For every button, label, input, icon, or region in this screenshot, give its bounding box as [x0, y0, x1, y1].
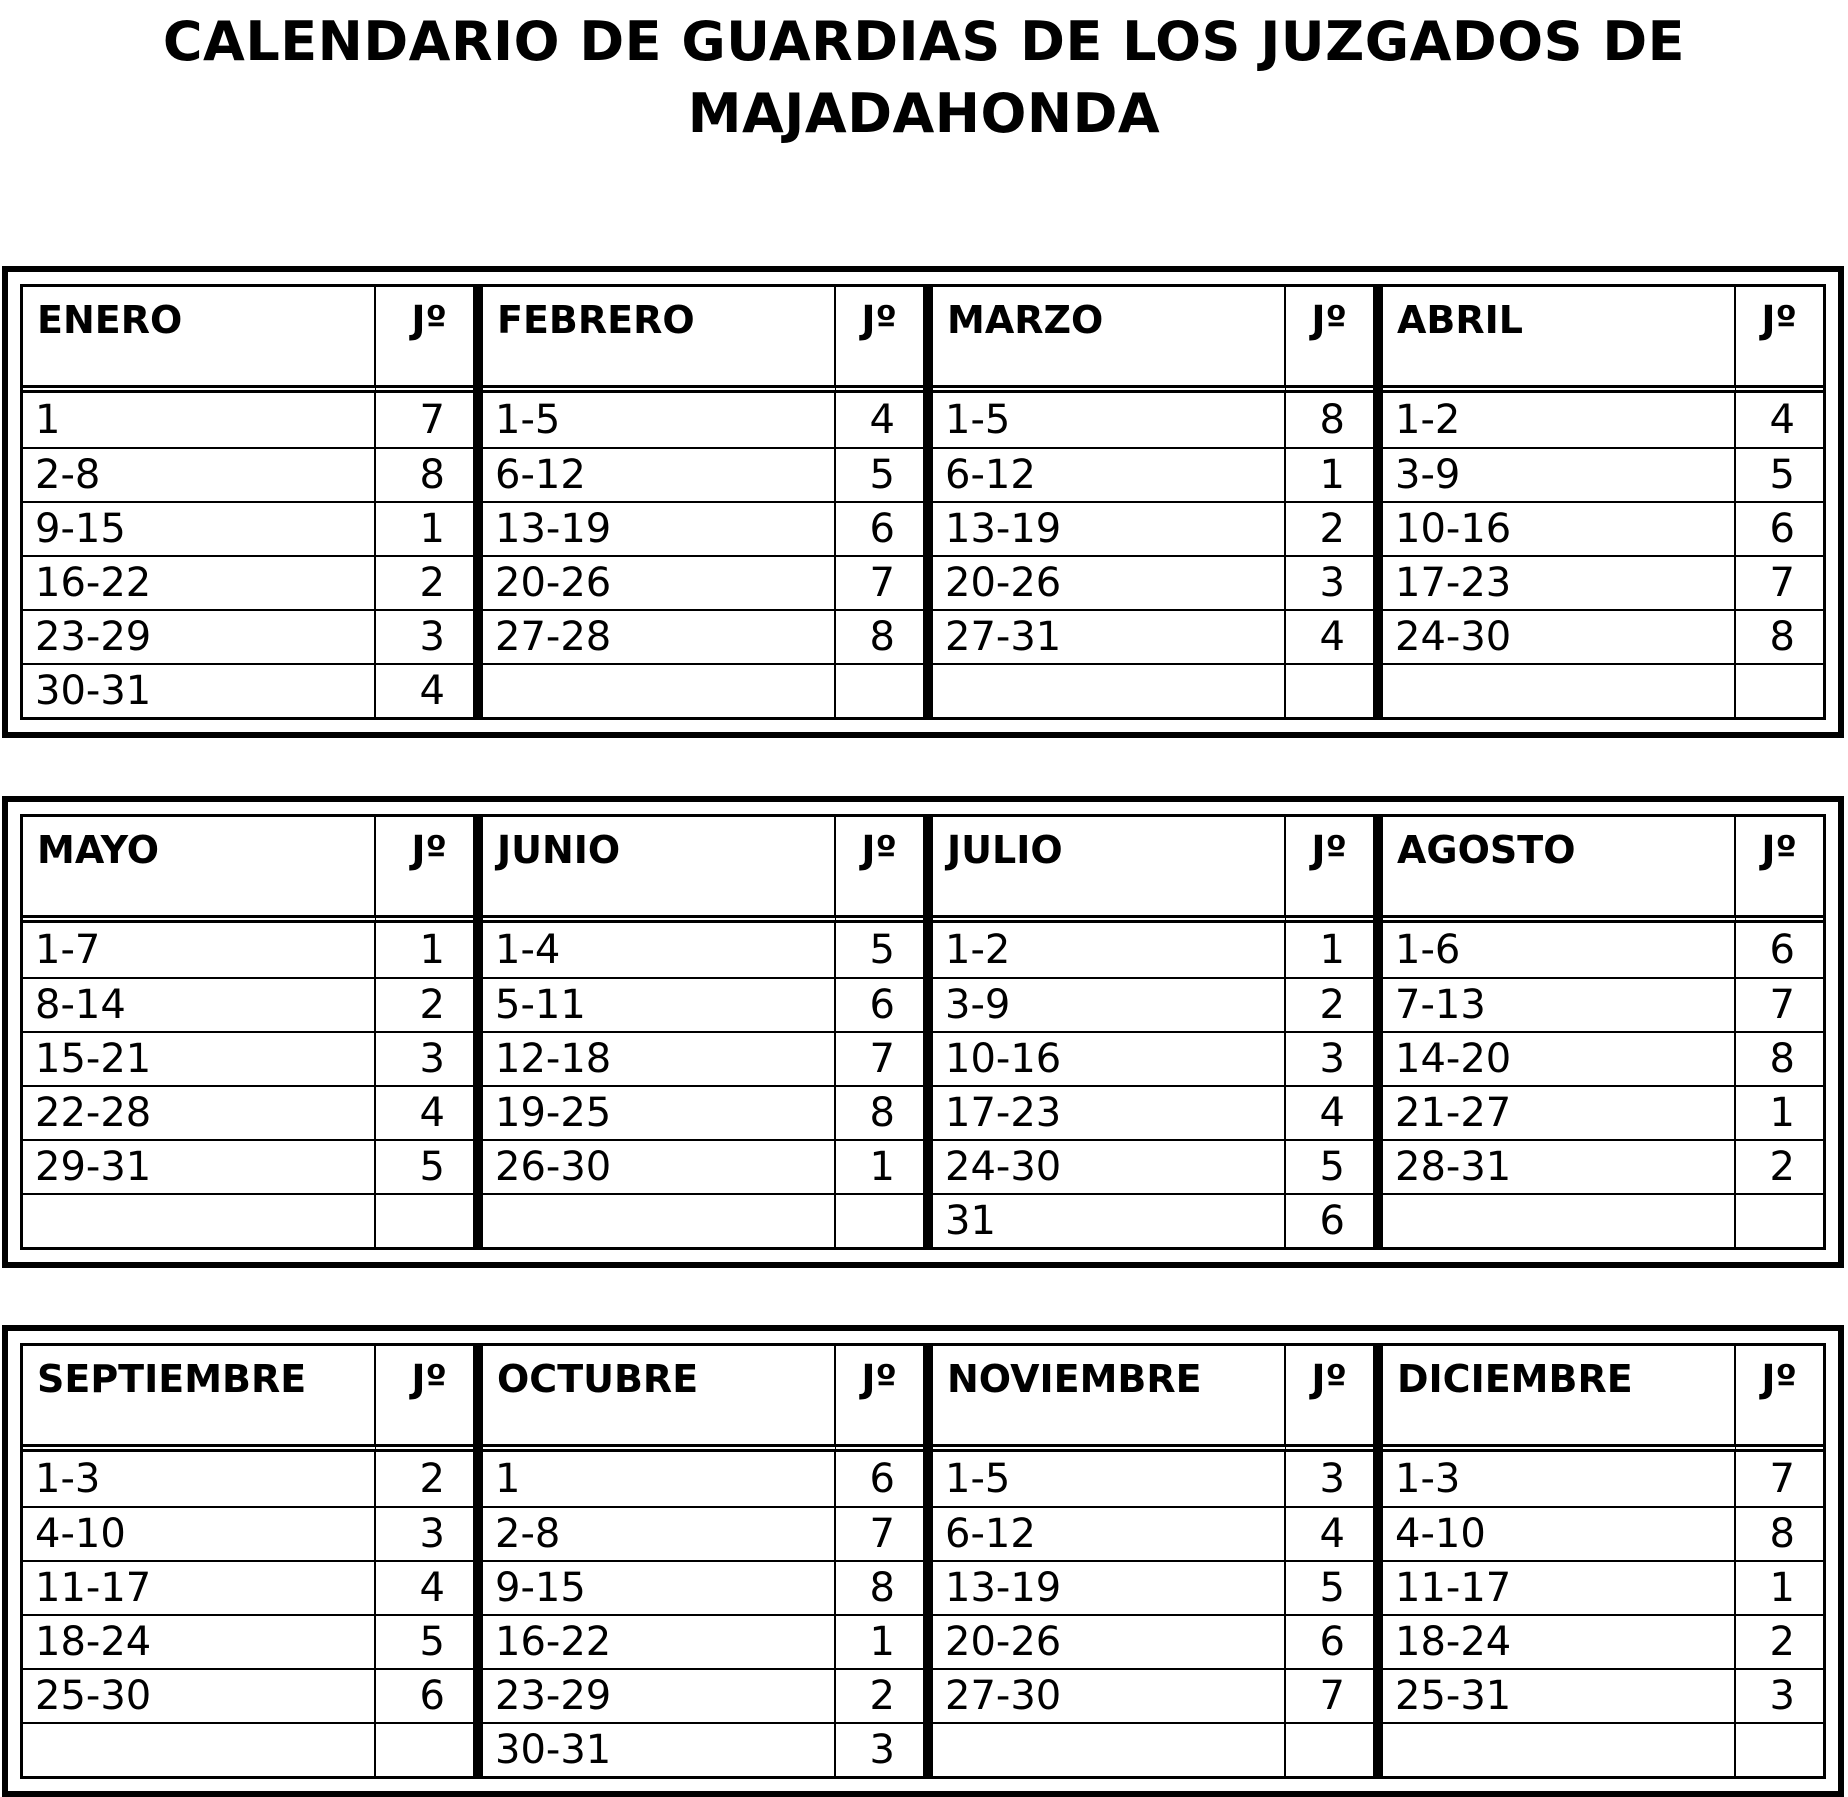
court-number-cell: 1 — [836, 1614, 923, 1668]
court-number-cell — [1286, 1722, 1373, 1776]
month-name: SEPTIEMBRE — [23, 1346, 376, 1452]
court-number-cell: 1 — [1736, 1085, 1823, 1139]
date-range-cell: 18-24 — [23, 1614, 376, 1668]
month-block — [473, 287, 923, 717]
month-name: FEBRERO — [483, 287, 836, 393]
quarter-table-2 — [2, 796, 1844, 1268]
date-range-cell: 3-9 — [1383, 447, 1736, 501]
court-number-cell: 6 — [1736, 501, 1823, 555]
date-range-cell: 27-28 — [483, 609, 836, 663]
court-number-cell: 3 — [376, 1506, 473, 1560]
date-range-cell: 30-31 — [483, 1722, 836, 1776]
date-range-cell: 11-17 — [23, 1560, 376, 1614]
month-block — [23, 817, 473, 1247]
date-range-cell: 1-3 — [1383, 1452, 1736, 1506]
date-range-cell: 1 — [23, 393, 376, 447]
court-number-cell: 5 — [1736, 447, 1823, 501]
date-range-cell: 30-31 — [23, 663, 376, 717]
date-range-cell: 15-21 — [23, 1031, 376, 1085]
court-column-header: Jº — [1286, 817, 1373, 923]
court-number-cell: 4 — [376, 1560, 473, 1614]
quarter-grid — [20, 284, 1826, 720]
court-number-cell: 4 — [1286, 1506, 1373, 1560]
date-range-cell: 13-19 — [483, 501, 836, 555]
court-column-header: Jº — [836, 287, 923, 393]
court-number-cell: 6 — [869, 1456, 895, 1502]
date-range-cell: 24-30 — [933, 1139, 1286, 1193]
quarter-table-1 — [2, 266, 1844, 738]
date-range-cell: 13-19 — [933, 1560, 1286, 1614]
court-number-cell: 3 — [1286, 555, 1373, 609]
date-range-cell: 5-11 — [483, 977, 836, 1031]
page-title — [0, 6, 1848, 150]
date-range-cell: 4-10 — [23, 1506, 376, 1560]
date-range-cell: 10-16 — [933, 1031, 1286, 1085]
court-number-cell — [376, 1722, 473, 1776]
date-range-cell: 23-29 — [483, 1668, 836, 1722]
date-range-cell: 6-12 — [483, 447, 836, 501]
date-range-cell: 1-2 — [1383, 393, 1736, 447]
court-number-cell: 5 — [836, 447, 923, 501]
date-range-cell: 27-30 — [933, 1668, 1286, 1722]
court-number-cell: 6 — [836, 501, 923, 555]
court-number-cell: 3 — [1286, 1031, 1373, 1085]
date-range-cell: 16-22 — [23, 555, 376, 609]
court-number-cell: 5 — [869, 927, 895, 973]
court-number-cell: 8 — [836, 609, 923, 663]
date-range-cell: 4-10 — [1383, 1506, 1736, 1560]
title-line-2: MAJADAHONDA — [687, 82, 1161, 145]
court-column-header: Jº — [1286, 1346, 1373, 1452]
date-range-cell: 2-8 — [23, 447, 376, 501]
court-number-cell — [1736, 1193, 1823, 1247]
month-block — [1373, 817, 1823, 1247]
date-range-cell: 29-31 — [23, 1139, 376, 1193]
court-number-cell: 8 — [1319, 397, 1345, 443]
date-range-cell: 26-30 — [483, 1139, 836, 1193]
court-number-cell: 4 — [1769, 397, 1795, 443]
date-range-cell: 14-20 — [1383, 1031, 1736, 1085]
date-range-cell — [23, 1722, 376, 1776]
court-number-cell: 3 — [376, 1031, 473, 1085]
court-number-cell: 6 — [836, 977, 923, 1031]
court-column-header: Jº — [1736, 1346, 1823, 1452]
court-column-header: Jº — [1736, 817, 1823, 923]
date-range-cell: 23-29 — [23, 609, 376, 663]
date-range-cell: 2-8 — [483, 1506, 836, 1560]
court-number-cell: 3 — [836, 1722, 923, 1776]
date-range-cell: 9-15 — [483, 1560, 836, 1614]
month-block — [923, 287, 1373, 717]
month-block — [23, 1346, 473, 1776]
date-range-cell — [483, 1193, 836, 1247]
date-range-cell — [933, 663, 1286, 717]
court-number-cell: 8 — [836, 1085, 923, 1139]
court-number-cell: 2 — [1736, 1139, 1823, 1193]
date-range-cell: 20-26 — [933, 555, 1286, 609]
court-number-cell: 7 — [1286, 1668, 1373, 1722]
court-number-cell: 8 — [376, 447, 473, 501]
month-name: OCTUBRE — [483, 1346, 836, 1452]
court-number-cell: 1 — [836, 1139, 923, 1193]
date-range-cell: 1 — [483, 1452, 836, 1506]
court-number-cell: 7 — [419, 397, 445, 443]
date-range-cell: 1-4 — [483, 923, 836, 977]
court-number-cell: 2 — [836, 1668, 923, 1722]
court-number-cell: 1 — [376, 501, 473, 555]
month-block — [923, 1346, 1373, 1776]
date-range-cell — [1383, 1722, 1736, 1776]
date-range-cell: 1-3 — [23, 1452, 376, 1506]
court-number-cell — [836, 1193, 923, 1247]
date-range-cell: 17-23 — [933, 1085, 1286, 1139]
court-number-cell: 8 — [836, 1560, 923, 1614]
month-block — [923, 817, 1373, 1247]
court-number-cell: 5 — [376, 1614, 473, 1668]
court-number-cell: 8 — [1736, 1031, 1823, 1085]
court-number-cell: 4 — [376, 663, 473, 717]
date-range-cell: 10-16 — [1383, 501, 1736, 555]
month-name: AGOSTO — [1383, 817, 1736, 923]
court-number-cell: 3 — [376, 609, 473, 663]
date-range-cell: 6-12 — [933, 447, 1286, 501]
court-number-cell: 2 — [419, 1456, 445, 1502]
date-range-cell: 7-13 — [1383, 977, 1736, 1031]
date-range-cell: 28-31 — [1383, 1139, 1736, 1193]
date-range-cell: 1-5 — [933, 1452, 1286, 1506]
date-range-cell: 1-7 — [23, 923, 376, 977]
quarter-grid — [20, 1343, 1826, 1779]
date-range-cell: 18-24 — [1383, 1614, 1736, 1668]
court-number-cell: 3 — [1736, 1668, 1823, 1722]
court-number-cell: 5 — [376, 1139, 473, 1193]
date-range-cell: 17-23 — [1383, 555, 1736, 609]
court-number-cell: 4 — [869, 397, 895, 443]
month-block — [23, 287, 473, 717]
date-range-cell — [23, 1193, 376, 1247]
date-range-cell — [1383, 1193, 1736, 1247]
date-range-cell: 25-31 — [1383, 1668, 1736, 1722]
date-range-cell: 11-17 — [1383, 1560, 1736, 1614]
title-line-1: CALENDARIO DE GUARDIAS DE LOS JUZGADOS DE — [162, 10, 1686, 73]
court-number-cell: 1 — [1319, 927, 1345, 973]
court-number-cell: 1 — [1286, 447, 1373, 501]
court-number-cell: 7 — [1769, 1456, 1795, 1502]
month-name: JULIO — [933, 817, 1286, 923]
month-name: ENERO — [23, 287, 376, 393]
month-name: JUNIO — [483, 817, 836, 923]
court-number-cell: 3 — [1319, 1456, 1345, 1502]
court-column-header: Jº — [376, 817, 473, 923]
court-number-cell: 4 — [1286, 1085, 1373, 1139]
date-range-cell: 25-30 — [23, 1668, 376, 1722]
date-range-cell — [933, 1722, 1286, 1776]
court-number-cell: 2 — [1286, 501, 1373, 555]
date-range-cell: 6-12 — [933, 1506, 1286, 1560]
court-number-cell: 2 — [376, 977, 473, 1031]
court-number-cell: 7 — [1736, 977, 1823, 1031]
court-number-cell — [1736, 663, 1823, 717]
court-number-cell: 6 — [376, 1668, 473, 1722]
date-range-cell: 21-27 — [1383, 1085, 1736, 1139]
date-range-cell: 9-15 — [23, 501, 376, 555]
date-range-cell: 31 — [933, 1193, 1286, 1247]
court-number-cell: 7 — [1736, 555, 1823, 609]
month-name: MARZO — [933, 287, 1286, 393]
date-range-cell: 27-31 — [933, 609, 1286, 663]
court-number-cell: 5 — [1286, 1560, 1373, 1614]
date-range-cell — [1383, 663, 1736, 717]
month-name: MAYO — [23, 817, 376, 923]
court-column-header: Jº — [376, 287, 473, 393]
court-column-header: Jº — [836, 817, 923, 923]
date-range-cell: 20-26 — [933, 1614, 1286, 1668]
court-number-cell — [836, 663, 923, 717]
court-number-cell: 7 — [836, 1031, 923, 1085]
date-range-cell: 1-5 — [483, 393, 836, 447]
month-block — [1373, 287, 1823, 717]
court-number-cell — [1286, 663, 1373, 717]
court-number-cell — [376, 1193, 473, 1247]
court-number-cell: 1 — [1736, 1560, 1823, 1614]
court-column-header: Jº — [1736, 287, 1823, 393]
court-number-cell: 6 — [1769, 927, 1795, 973]
quarter-grid — [20, 814, 1826, 1250]
date-range-cell: 12-18 — [483, 1031, 836, 1085]
date-range-cell — [483, 663, 836, 717]
court-column-header: Jº — [1286, 287, 1373, 393]
date-range-cell: 13-19 — [933, 501, 1286, 555]
court-number-cell: 6 — [1286, 1193, 1373, 1247]
date-range-cell: 1-2 — [933, 923, 1286, 977]
month-name: DICIEMBRE — [1383, 1346, 1736, 1452]
court-number-cell: 2 — [376, 555, 473, 609]
court-number-cell: 4 — [376, 1085, 473, 1139]
court-number-cell: 7 — [836, 555, 923, 609]
quarter-table-3 — [2, 1325, 1844, 1797]
court-number-cell: 2 — [1286, 977, 1373, 1031]
court-column-header: Jº — [836, 1346, 923, 1452]
month-block — [473, 1346, 923, 1776]
date-range-cell: 24-30 — [1383, 609, 1736, 663]
month-name: ABRIL — [1383, 287, 1736, 393]
month-block — [1373, 1346, 1823, 1776]
court-number-cell: 1 — [419, 927, 445, 973]
court-number-cell: 6 — [1286, 1614, 1373, 1668]
court-column-header: Jº — [376, 1346, 473, 1452]
month-block — [473, 817, 923, 1247]
date-range-cell: 1-5 — [933, 393, 1286, 447]
date-range-cell: 8-14 — [23, 977, 376, 1031]
court-number-cell: 4 — [1286, 609, 1373, 663]
court-number-cell: 2 — [1736, 1614, 1823, 1668]
date-range-cell: 19-25 — [483, 1085, 836, 1139]
date-range-cell: 3-9 — [933, 977, 1286, 1031]
court-number-cell: 8 — [1736, 1506, 1823, 1560]
court-number-cell: 5 — [1286, 1139, 1373, 1193]
court-number-cell: 8 — [1736, 609, 1823, 663]
date-range-cell: 20-26 — [483, 555, 836, 609]
court-number-cell: 7 — [836, 1506, 923, 1560]
court-number-cell — [1736, 1722, 1823, 1776]
date-range-cell: 16-22 — [483, 1614, 836, 1668]
month-name: NOVIEMBRE — [933, 1346, 1286, 1452]
date-range-cell: 22-28 — [23, 1085, 376, 1139]
date-range-cell: 1-6 — [1383, 923, 1736, 977]
